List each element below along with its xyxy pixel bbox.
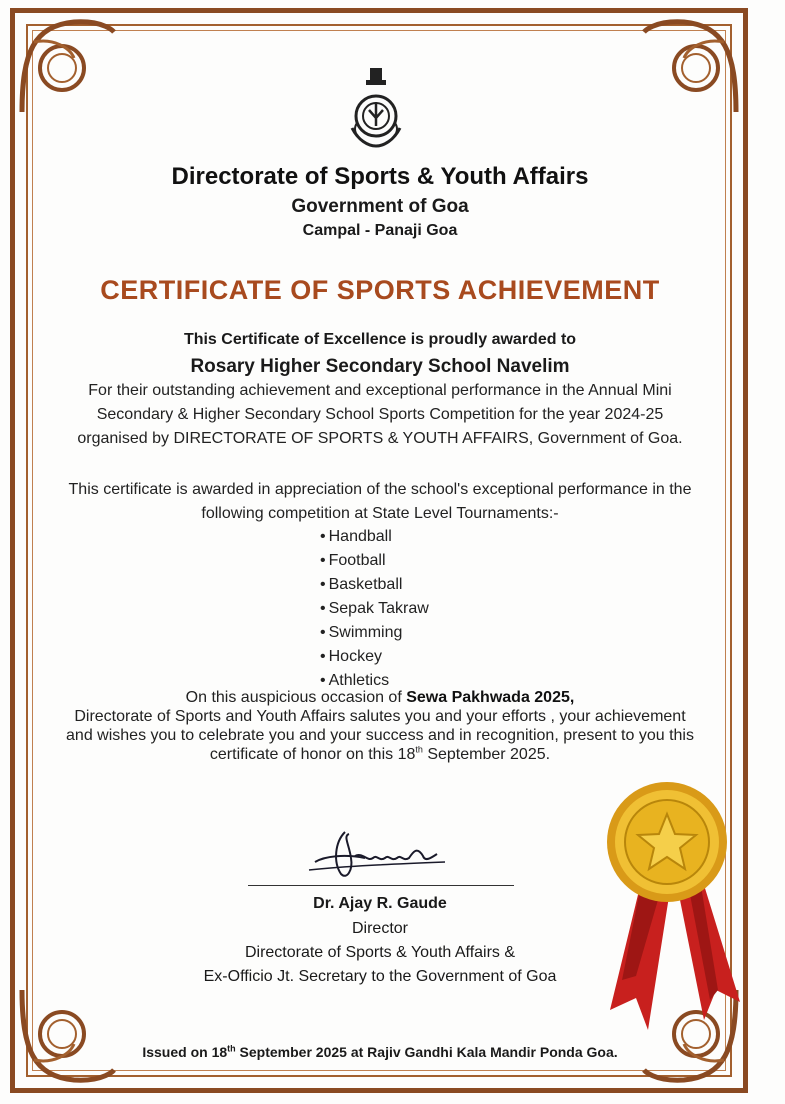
list-item: • Football — [320, 549, 429, 573]
government-emblem-icon — [344, 66, 408, 156]
list-item: • Athletics — [320, 669, 429, 693]
government-heading: Government of Goa — [291, 196, 469, 217]
signatory-role: Director — [351, 920, 408, 937]
list-item: • Sepak Takraw — [320, 597, 429, 621]
corner-ornament-icon — [14, 12, 124, 122]
list-item: • Handball — [320, 525, 429, 549]
date-suffix: th — [415, 744, 423, 755]
list-item: • Basketball — [320, 573, 429, 597]
signature-mark — [305, 822, 455, 886]
location-heading: Campal - Panaji Goa — [302, 222, 458, 239]
recipient-name: Rosary Higher Secondary School Navelim — [190, 356, 570, 377]
corner-ornament-icon — [14, 980, 124, 1090]
certificate-title: CERTIFICATE OF SPORTS ACHIEVEMENT — [100, 275, 660, 305]
issued-line — [90, 1044, 670, 1060]
signatory-org-line1: Directorate of Sports & Youth Affairs & — [244, 944, 516, 961]
occasion-name: Sewa Pakhwada 2025, — [406, 689, 575, 706]
sports-list — [320, 525, 429, 693]
directorate-heading: Directorate of Sports & Youth Affairs — [171, 163, 589, 190]
list-item: • Swimming — [320, 621, 429, 645]
closing-text: Directorate of Sports and Youth Affairs salutes you and your efforts , your achievement and wishes you to celebrate you and your success and in recognition, present to you this certificate of honor on this 18 — [66, 708, 694, 763]
signature-line — [248, 885, 514, 886]
occasion-prefix: On this auspicious occasion of — [185, 689, 407, 706]
signatory-org-line2: Ex-Officio Jt. Secretary to the Government of Goa — [203, 968, 557, 985]
closing-date: September 2025. — [422, 746, 551, 763]
issued-prefix: Issued on 18 — [142, 1044, 228, 1060]
gold-star-medal-icon — [592, 780, 742, 1040]
signatory-name: Dr. Ajay R. Gaude — [313, 895, 447, 912]
awarded-line: This Certificate of Excellence is proudly awarded to — [183, 331, 577, 348]
closing-paragraph — [60, 688, 700, 764]
list-item: • Hockey — [320, 645, 429, 669]
issued-suffix: September 2025 at Rajiv Gandhi Kala Mandir Ponda Goa. — [235, 1044, 618, 1060]
appreciation-paragraph: This certificate is awarded in appreciation of the school's exceptional performance in the following competition at State Level Tournaments:- — [68, 481, 692, 522]
issued-date-suffix: th — [227, 1043, 236, 1054]
achievement-paragraph: For their outstanding achievement and exceptional performance in the Annual Mini Secondary & Higher Secondary School Sports Competition for the year 2024-25 organised by DIRECTORATE OF SPORTS & YOUTH AFFAIRS, Government of Goa. — [77, 382, 683, 447]
corner-ornament-icon — [634, 12, 744, 122]
